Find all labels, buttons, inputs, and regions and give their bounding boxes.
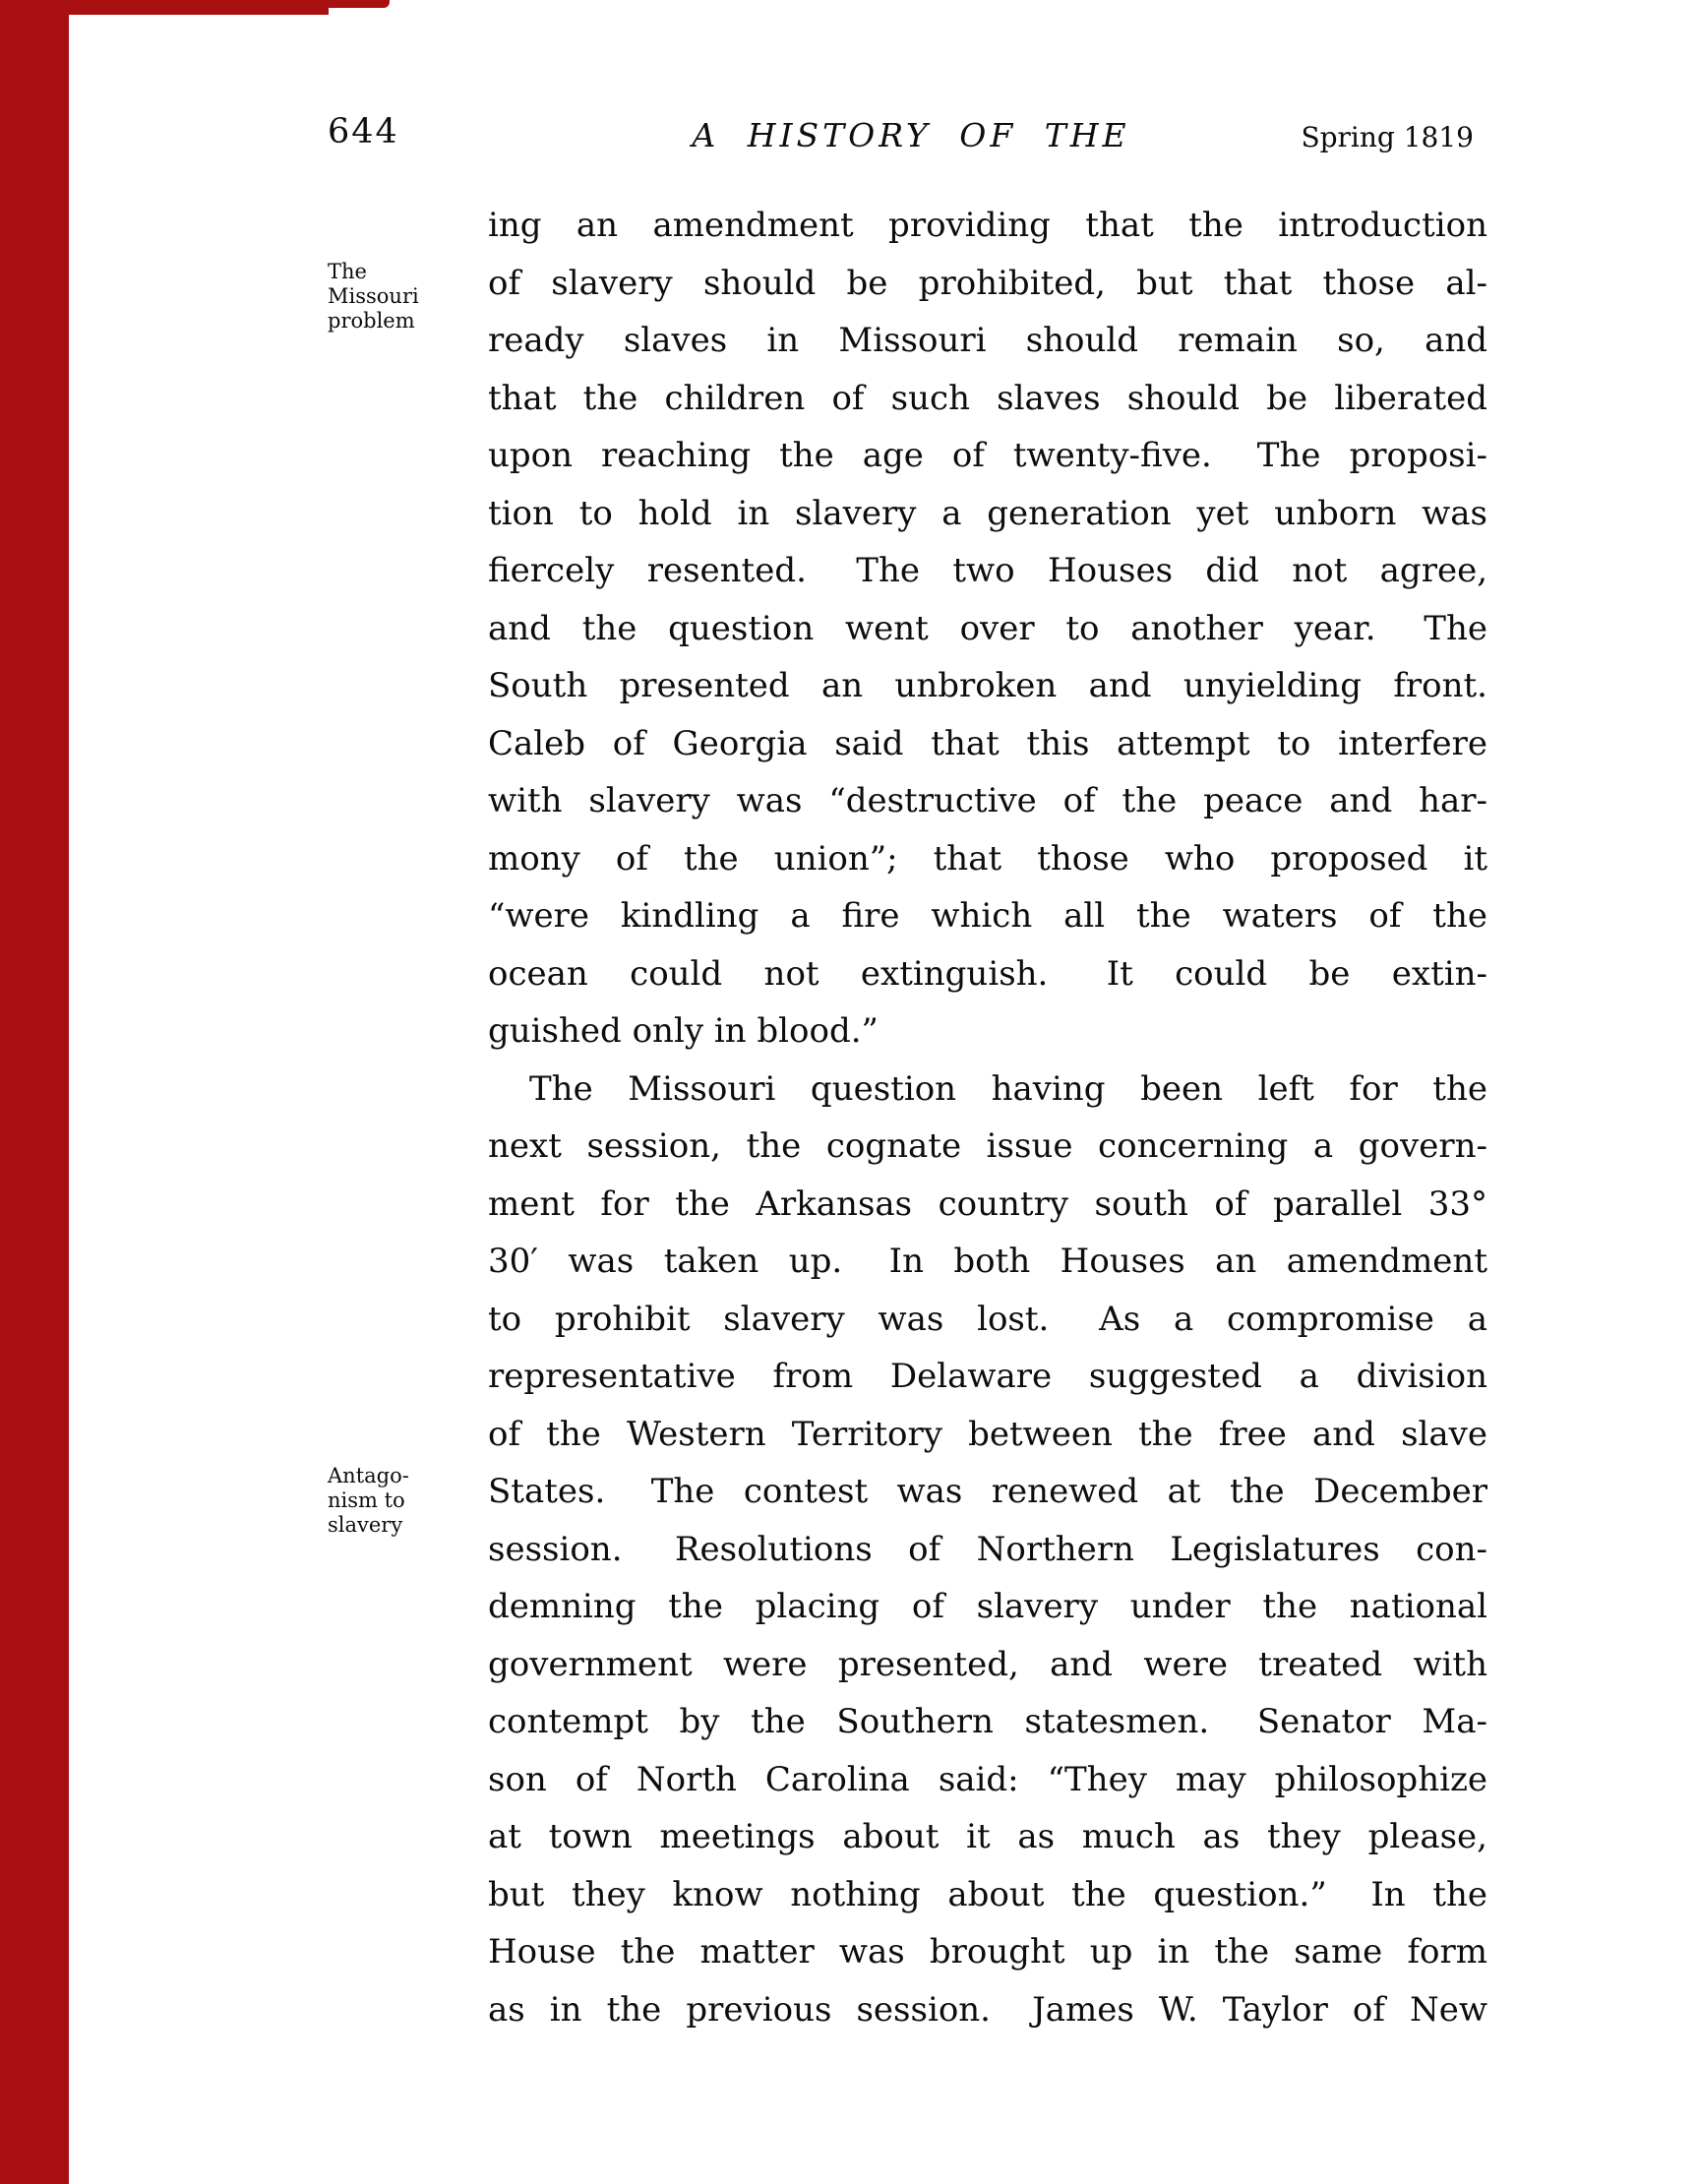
body-line: upon reaching the age of twenty-five. The proposi- (488, 436, 1487, 475)
body-line: contempt by the Southern statesmen. Senator Ma- (488, 1702, 1487, 1741)
body-line: as in the previous session. James W. Taylor of New (488, 1989, 1487, 2030)
body-text (488, 197, 1487, 2038)
margin-note-missouri-problem (328, 260, 485, 334)
margin-note-antagonism-to-slavery (328, 1464, 485, 1538)
body-line: to prohibit slavery was lost. As a compromise a (488, 1299, 1487, 1339)
body-line: Caleb of Georgia said that this attempt to interfere (488, 723, 1487, 763)
body-line: next session, the cognate issue concerning a govern- (488, 1126, 1487, 1166)
body-line: but they know nothing about the question.” In the (488, 1874, 1487, 1914)
body-line: ocean could not extinguish. It could be extin- (488, 953, 1487, 994)
margin-note-line: problem (328, 309, 415, 333)
running-title: A HISTORY OF THE (692, 116, 1130, 154)
body-line: representative from Delaware suggested a division (488, 1357, 1487, 1396)
body-line: and the question went over to another year. The (488, 608, 1487, 648)
body-line: at town meetings about it as much as they please, (488, 1817, 1487, 1856)
margin-note-line: nism to (328, 1488, 405, 1512)
body-line: tion to hold in slavery a generation yet unborn was (488, 493, 1487, 533)
body-line: 30′ was taken up. In both Houses an amendment (488, 1242, 1487, 1281)
body-line: with slavery was “destructive of the peace and har- (488, 781, 1487, 820)
scan-edge-top-bar-tail (329, 0, 390, 8)
body-line: session. Resolutions of Northern Legislatures con- (488, 1529, 1487, 1569)
scan-edge-top-bar (0, 0, 329, 15)
body-line: House the matter was brought up in the same form (488, 1932, 1487, 1972)
body-line: government were presented, and were treated with (488, 1644, 1487, 1684)
body-line: of slavery should be prohibited, but that those al- (488, 263, 1487, 303)
body-line: son of North Carolina said: “They may philosophize (488, 1759, 1487, 1799)
margin-note-line: The (328, 260, 367, 283)
body-line: South presented an unbroken and unyielding front. (488, 666, 1487, 705)
body-line: States. The contest was renewed at the December (488, 1472, 1487, 1511)
body-line: ready slaves in Missouri should remain so, and (488, 321, 1487, 360)
body-line: ing an amendment providing that the introduction (488, 206, 1487, 245)
body-line: guished only in blood.” (488, 1011, 879, 1051)
body-line: demning the placing of slavery under the national (488, 1587, 1487, 1626)
margin-note-line: Antago- (328, 1464, 409, 1487)
body-line: ment for the Arkansas country south of parallel 33° (488, 1183, 1487, 1224)
page-number: 644 (328, 112, 399, 152)
margin-note-line: slavery (328, 1513, 403, 1537)
margin-note-line: Missouri (328, 284, 419, 308)
body-line: that the children of such slaves should be liberated (488, 378, 1487, 418)
scan-edge-left-bar (0, 0, 69, 2184)
body-line: The Missouri question having been left for the (529, 1068, 1487, 1109)
body-line: of the Western Territory between the free and slave (488, 1414, 1487, 1454)
edition-date: Spring 1819 (1301, 121, 1474, 153)
body-line: fiercely resented. The two Houses did not agree, (488, 551, 1487, 590)
body-line: mony of the union”; that those who proposed it (488, 838, 1487, 879)
body-line: “were kindling a fire which all the waters of the (488, 896, 1487, 936)
